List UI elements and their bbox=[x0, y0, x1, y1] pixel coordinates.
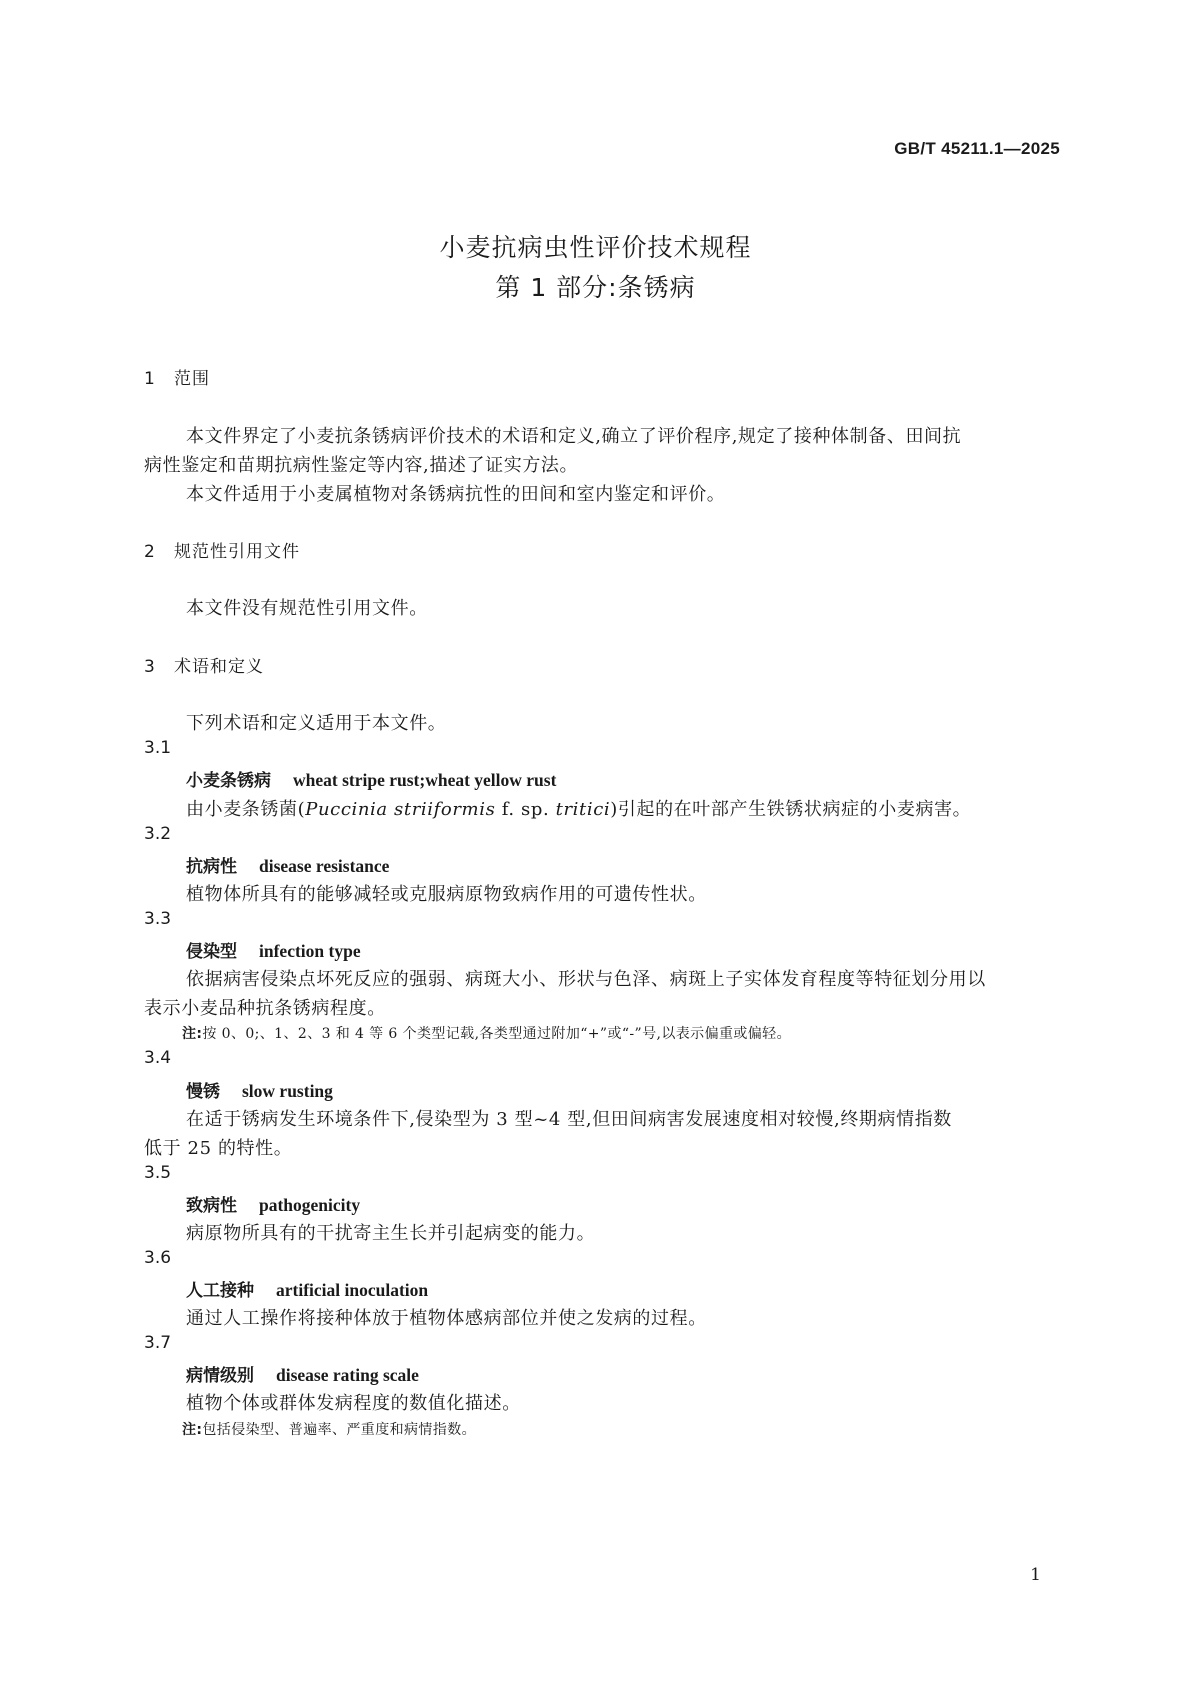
term-zh: 小麦条锈病 bbox=[186, 771, 271, 791]
term-en: infection type bbox=[259, 941, 361, 961]
term-heading bbox=[186, 1361, 419, 1386]
term-definition: 依据病害侵染点坏死反应的强弱、病斑大小、形状与色泽、病斑上子实体发育程度等特征划分用以 bbox=[186, 969, 986, 990]
section-title: 规范性引用文件 bbox=[174, 542, 300, 562]
note-label: 注: bbox=[182, 1026, 203, 1042]
paragraph: 本文件适用于小麦属植物对条锈病抗性的田间和室内鉴定和评价。 bbox=[186, 484, 726, 505]
term-heading bbox=[186, 766, 556, 791]
document-subtitle: 第 1 部分:条锈病 bbox=[495, 273, 696, 302]
section-title: 范围 bbox=[174, 369, 210, 389]
term-en: pathogenicity bbox=[259, 1195, 361, 1215]
term-definition-continued: 表示小麦品种抗条锈病程度。 bbox=[144, 998, 386, 1019]
species-name: Puccinia striiformis bbox=[305, 799, 496, 820]
paragraph: 本文件没有规范性引用文件。 bbox=[186, 598, 428, 619]
term-heading bbox=[186, 852, 389, 877]
section-number: 3 bbox=[144, 657, 156, 677]
term-number: 3.7 bbox=[144, 1333, 172, 1353]
paragraph-continued: 病性鉴定和苗期抗病性鉴定等内容,描述了证实方法。 bbox=[144, 455, 579, 476]
term-zh: 人工接种 bbox=[186, 1281, 254, 1301]
term-en: disease resistance bbox=[259, 856, 390, 876]
note-text: 包括侵染型、普遍率、严重度和病情指数。 bbox=[202, 1422, 477, 1438]
section-number: 2 bbox=[144, 542, 156, 562]
term-zh: 慢锈 bbox=[186, 1082, 220, 1102]
term-heading bbox=[186, 1077, 333, 1102]
term-definition: 由小麦条锈菌(Puccinia striiformis f. sp. tritici)引起的在叶部产生铁锈状病症的小麦病害。 bbox=[186, 799, 972, 820]
section-title: 术语和定义 bbox=[174, 657, 264, 677]
forma-specialis: tritici bbox=[555, 799, 611, 820]
section-number: 1 bbox=[144, 369, 156, 389]
term-en: slow rusting bbox=[242, 1081, 333, 1101]
term-definition: 植物体所具有的能够减轻或克服病原物致病作用的可遗传性状。 bbox=[186, 884, 707, 905]
term-zh: 侵染型 bbox=[186, 942, 237, 962]
term-zh: 病情级别 bbox=[186, 1366, 254, 1386]
term-number: 3.6 bbox=[144, 1248, 172, 1268]
note bbox=[182, 1023, 791, 1043]
standard-number: GB/T 45211.1—2025 bbox=[894, 139, 1060, 158]
term-number: 3.1 bbox=[144, 738, 172, 758]
note bbox=[182, 1419, 476, 1439]
term-number: 3.2 bbox=[144, 824, 172, 844]
section-heading bbox=[144, 364, 210, 389]
term-definition: 通过人工操作将接种体放于植物体感病部位并使之发病的过程。 bbox=[186, 1308, 707, 1329]
term-heading bbox=[186, 1191, 360, 1216]
note-text: 按 0、0;、1、2、3 和 4 等 6 个类型记载,各类型通过附加“+”或“-”号,以表示偏重或偏轻。 bbox=[202, 1026, 791, 1042]
term-heading bbox=[186, 937, 361, 962]
term-number: 3.5 bbox=[144, 1163, 172, 1183]
term-number: 3.4 bbox=[144, 1048, 172, 1068]
term-en: disease rating scale bbox=[276, 1365, 419, 1385]
term-definition: 病原物所具有的干扰寄主生长并引起病变的能力。 bbox=[186, 1223, 596, 1244]
term-heading bbox=[186, 1276, 428, 1301]
paragraph: 下列术语和定义适用于本文件。 bbox=[186, 713, 447, 734]
section-heading bbox=[144, 652, 264, 677]
term-en: wheat stripe rust;wheat yellow rust bbox=[293, 770, 557, 790]
section-heading bbox=[144, 537, 300, 562]
document-title: 小麦抗病虫性评价技术规程 bbox=[439, 233, 752, 262]
term-en: artificial inoculation bbox=[276, 1280, 429, 1300]
term-zh: 致病性 bbox=[186, 1196, 237, 1216]
paragraph: 本文件界定了小麦抗条锈病评价技术的术语和定义,确立了评价程序,规定了接种体制备、田间抗 bbox=[186, 426, 962, 447]
note-label: 注: bbox=[182, 1422, 203, 1438]
term-zh: 抗病性 bbox=[186, 857, 237, 877]
term-definition-continued: 低于 25 的特性。 bbox=[144, 1138, 293, 1159]
page-number: 1 bbox=[1030, 1565, 1041, 1585]
term-definition: 植物个体或群体发病程度的数值化描述。 bbox=[186, 1393, 521, 1414]
term-number: 3.3 bbox=[144, 909, 172, 929]
term-definition: 在适于锈病发生环境条件下,侵染型为 3 型~4 型,但田间病害发展速度相对较慢,终期病情指数 bbox=[186, 1109, 952, 1130]
